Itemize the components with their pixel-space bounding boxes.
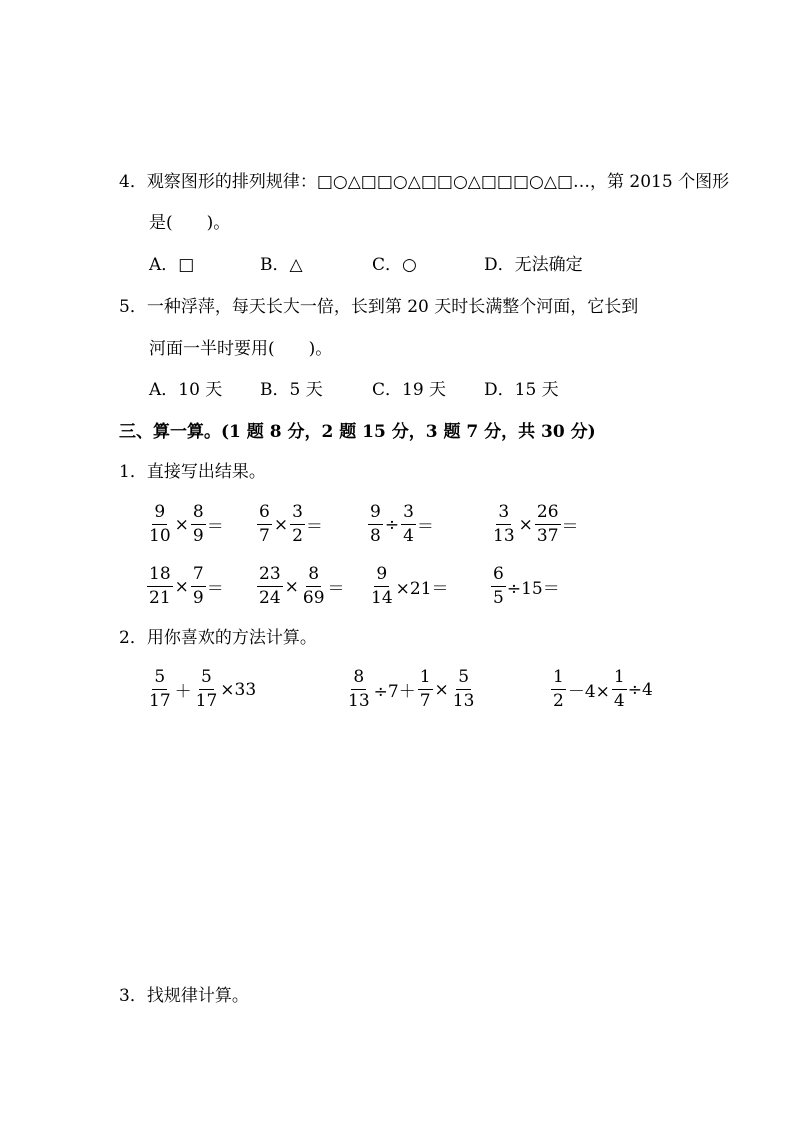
q5-text-line1: 一种浮萍，每天长大一倍，长到第 20 天时长满整个河面，它长到 (146, 297, 639, 317)
part2-expr-1 (146, 669, 256, 710)
equals: ＝ (206, 579, 224, 599)
operator-tail: ÷15＝ (506, 579, 560, 599)
operator: × (284, 576, 299, 597)
equals: ＝ (206, 517, 224, 537)
operator: × (273, 514, 289, 535)
fraction: $\frac{23}{24}$ (259, 564, 281, 608)
expr-r2c3 (368, 566, 449, 607)
fraction: $\frac{3}{4}$ (403, 502, 414, 546)
operator: ＋ (174, 682, 192, 702)
fraction: $\frac{9}{10}$ (149, 502, 171, 546)
fraction: $\frac{18}{21}$ (149, 564, 171, 608)
fraction: $\frac{8}{13}$ (348, 667, 370, 711)
fraction: $\frac{6}{5}$ (493, 564, 504, 608)
q4-option-c: C．○ (372, 255, 417, 275)
expr-r2c2 (256, 566, 345, 607)
expr-r1c1 (146, 504, 224, 545)
q4-text-line1: 观察图形的排列规律：□○△□□○△□□○△□□□○△□…，第 2015 个图形 (146, 172, 730, 192)
equals: ＝ (327, 579, 345, 599)
operator-tail: ×33 (220, 679, 257, 700)
fraction: $\frac{9}{8}$ (370, 502, 381, 546)
q4-option-b: B．△ (260, 255, 303, 275)
fraction: $\frac{1}{2}$ (553, 667, 564, 711)
q4-line1 (119, 170, 729, 194)
operator: ÷7＋ (373, 682, 416, 702)
expr-r1c2 (256, 504, 323, 545)
fraction: $\frac{26}{37}$ (536, 502, 559, 546)
part2-title: 2．用你喜欢的方法计算。 (119, 628, 317, 648)
q4-line2: 是( )。 (149, 213, 231, 233)
fraction: $\frac{5}{17}$ (149, 667, 171, 711)
equals: ＝ (561, 517, 579, 537)
equals: ＝ (305, 517, 323, 537)
expr-r1c4 (490, 504, 579, 545)
operator: × (518, 514, 533, 535)
fraction: $\frac{3}{2}$ (292, 502, 303, 546)
expr-r1c3 (367, 504, 434, 545)
fraction: $\frac{6}{7}$ (259, 502, 270, 546)
operator: × (174, 514, 189, 535)
fraction: $\frac{1}{7}$ (419, 667, 431, 711)
section3-heading: 三、算一算。(1 题 8 分，2 题 15 分，3 题 7 分，共 30 分) (119, 422, 596, 442)
expr-r2c4 (490, 566, 560, 607)
fraction: $\frac{3}{13}$ (493, 502, 515, 546)
q5-option-a: A．10 天 (149, 380, 223, 400)
fraction: $\frac{7}{9}$ (192, 564, 204, 608)
operator-tail: ÷4 (627, 679, 653, 700)
q5-line2: 河面一半时要用( )。 (149, 339, 333, 359)
fraction: $\frac{8}{69}$ (302, 564, 325, 608)
part2-expr-2 (345, 669, 477, 710)
q4-option-d: D．无法确定 (484, 255, 583, 275)
part2-expr-3 (550, 669, 653, 710)
part1-title: 1．直接写出结果。 (119, 462, 266, 482)
fraction: $\frac{8}{9}$ (192, 502, 204, 546)
q4-number: 4． (119, 172, 147, 192)
equals: ＝ (416, 517, 434, 537)
fraction: $\frac{5}{13}$ (452, 667, 475, 711)
operator-tail: ×21＝ (395, 579, 449, 599)
fraction: $\frac{5}{17}$ (195, 667, 218, 711)
part3-title: 3．找规律计算。 (119, 986, 249, 1006)
expr-r2c1 (146, 566, 224, 607)
q5-option-b: B．5 天 (260, 380, 323, 400)
operator: －4× (567, 682, 610, 702)
operator: × (434, 679, 449, 700)
q5-option-d: D．15 天 (484, 380, 559, 400)
operator: ÷ (384, 514, 400, 535)
q5-option-c: C．19 天 (372, 380, 447, 400)
fraction: $\frac{1}{4}$ (613, 667, 625, 711)
operator: × (174, 576, 189, 597)
q5-line1 (119, 295, 638, 319)
fraction: $\frac{9}{14}$ (371, 564, 393, 608)
q4-option-a: A．□ (149, 255, 195, 275)
q5-number: 5． (119, 297, 147, 317)
